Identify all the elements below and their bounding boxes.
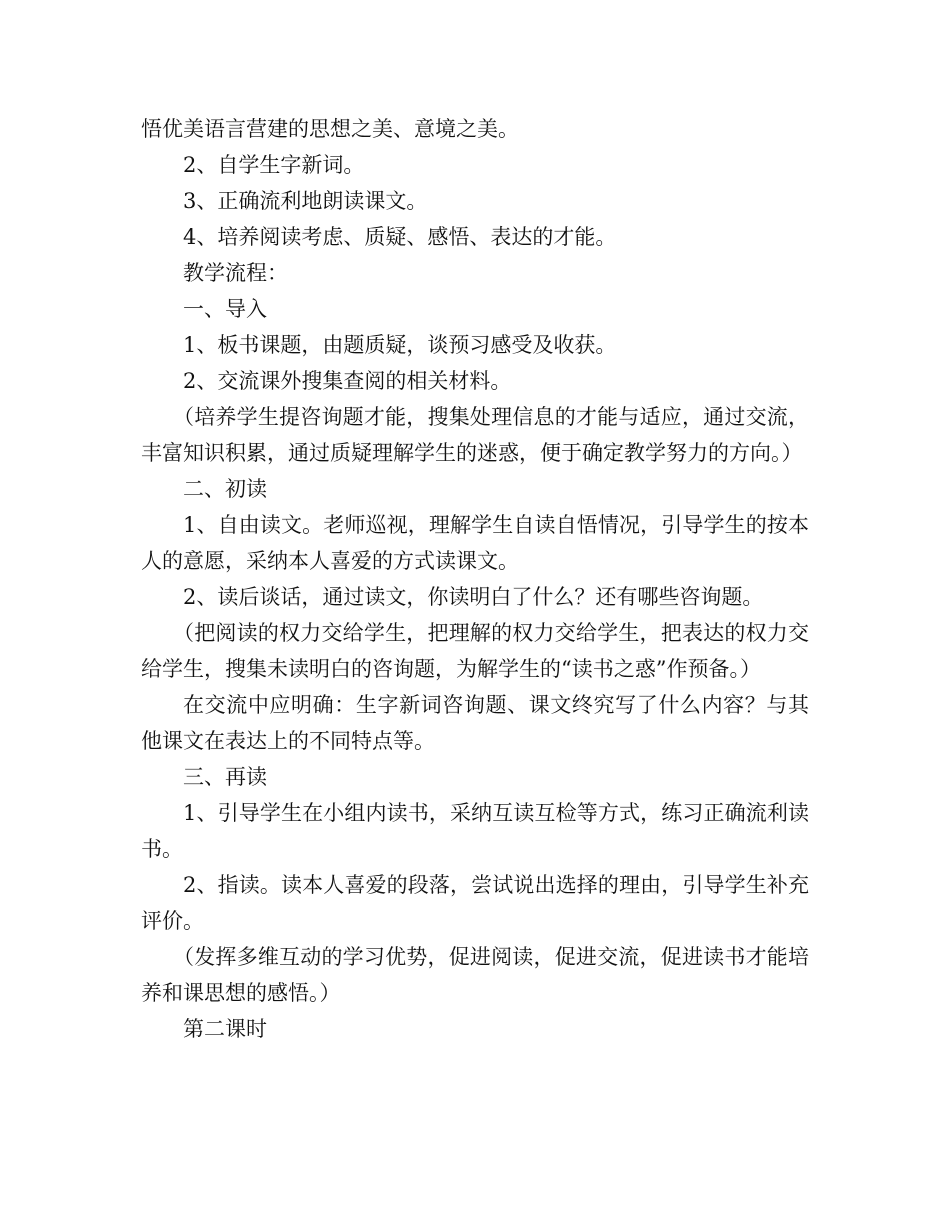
paragraph-3-2: 2、指读。读本人喜爱的段落，尝试说出选择的理由，引导学生补充评价。 [141, 873, 809, 933]
heading-second-lesson: 第二课时 [183, 1017, 267, 1041]
paragraph-objective-continued: 悟优美语言营建的思想之美、意境之美。 [141, 117, 519, 141]
document-body [141, 111, 809, 1047]
paragraph-1-2: 2、交流课外搜集查阅的相关材料。 [183, 369, 512, 393]
paragraph-2-2: 2、读后谈话，通过读文，你读明白了什么？还有哪些咨询题。 [183, 585, 764, 609]
paragraph-objective-3: 3、正确流利地朗读课文。 [183, 189, 428, 213]
paragraph-2-clarify: 在交流中应明确：生字新词咨询题、课文终究写了什么内容？与其他课文在表达上的不同特点等。 [141, 693, 809, 753]
paragraph-1-1: 1、板书课题，由题质疑，谈预习感受及收获。 [183, 333, 617, 357]
paragraph-2-1: 1、自由读文。老师巡视，理解学生自读自悟情况，引导学生的按本人的意愿，采纳本人喜爱的方式读课文。 [141, 513, 809, 573]
paragraph-2-note: （把阅读的权力交给学生，把理解的权力交给学生，把表达的权力交给学生，搜集未读明白的咨询题，为解学生的“读书之惑”作预备。） [141, 621, 809, 681]
heading-teaching-process: 教学流程： [183, 261, 288, 285]
paragraph-3-1: 1、引导学生在小组内读书，采纳互读互检等方式，练习正确流利读书。 [141, 801, 809, 861]
heading-section-1: 一、导入 [183, 297, 267, 321]
heading-section-2: 二、初读 [183, 477, 267, 501]
paragraph-objective-4: 4、培养阅读考虑、质疑、感悟、表达的才能。 [183, 225, 617, 249]
heading-section-3: 三、再读 [183, 765, 267, 789]
paragraph-3-note: （发挥多维互动的学习优势，促进阅读，促进交流，促进读书才能培养和课思想的感悟。） [141, 945, 809, 1005]
paragraph-1-note: （培养学生提咨询题才能，搜集处理信息的才能与适应，通过交流，丰富知识积累，通过质疑理解学生的迷惑，便于确定教学努力的方向。） [141, 405, 809, 465]
paragraph-objective-2: 2、自学生字新词。 [183, 153, 365, 177]
